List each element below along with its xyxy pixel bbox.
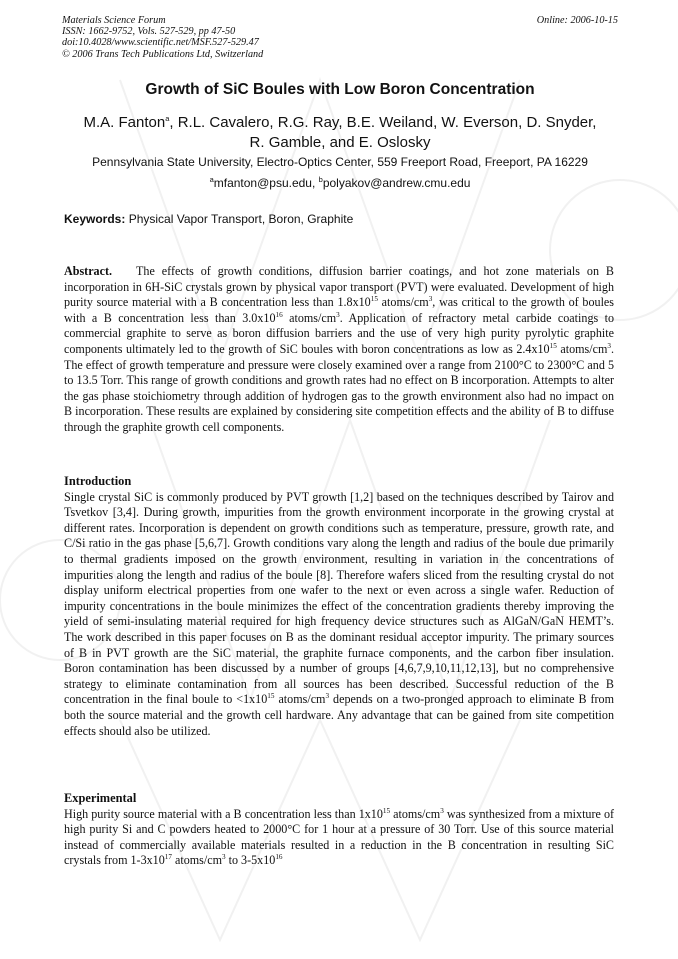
abstract-text: The effects of growth conditions, diffusion barrier coatings, and hot zone materials on B incorporation in 6H-SiC crystals grown by physical vapor transport (PVT) were evaluated. Development of high purity source material with a B concentration less than 1.8x10 xyxy=(64,264,614,310)
online-date: Online: 2006-10-15 xyxy=(536,15,618,26)
exponent: 3 xyxy=(222,853,226,862)
affiliation: Pennsylvania State University, Electro-Optics Center, 559 Freeport Road, Freeport, PA 16229 xyxy=(92,155,588,169)
author-list xyxy=(78,113,602,153)
email-a-mark: a xyxy=(209,175,214,184)
issn-line: ISSN: 1662-9752, Vols. 527-529, pp 47-50 xyxy=(62,26,236,38)
experimental-section xyxy=(64,791,614,869)
other-authors: , R.L. Cavalero, R.G. Ray, B.E. Weiland, W. Everson, D. Snyder, R. Gamble, and E. Oslosky xyxy=(169,114,597,151)
journal-header xyxy=(62,15,618,60)
exponent: 3 xyxy=(428,295,433,304)
keywords-label: Keywords: xyxy=(64,212,126,226)
journal-name: Materials Science Forum xyxy=(62,15,166,26)
exponent: 15 xyxy=(549,341,557,350)
body-text: atoms/cm xyxy=(390,806,441,821)
keywords xyxy=(64,212,620,226)
abstract xyxy=(64,264,614,436)
body-text: was synthesized from a mixture of high purity Si and C powders heated to 2000°C for 1 hour at a pressure of 30 Torr. Use of this source material instead of commercially available materials resulted in a reduction in the B concentration in resulting SiC crystals from 1-3x10 xyxy=(64,806,615,868)
email-a[interactable]: mfanton@psu.edu, xyxy=(213,176,319,190)
doi-line: doi:10.4028/www.scientific.net/MSF.527-529.47 xyxy=(62,37,259,49)
introduction-section xyxy=(64,474,614,739)
body-text: atoms/cm xyxy=(274,692,326,707)
exponent: 17 xyxy=(164,853,172,862)
paper-title: Growth of SiC Boules with Low Boron Concentration xyxy=(145,81,535,98)
first-author-affil-mark: a xyxy=(165,114,170,123)
abstract-text: . Application of refractory metal carbide coatings to commercial graphite to serve as boron diffusion barriers and the use of very high purity pyrolytic graphite components ultimately led to the growth of SiC boules with boron concentrations as low as 2.4x10 xyxy=(64,310,615,356)
body-text: depends on a two-pronged approach to eliminate B from both the source material and the growth cell hardware. Any advantage that can be gained from site competition effects should also be utilized. xyxy=(64,692,614,738)
keywords-text: Physical Vapor Transport, Boron, Graphite xyxy=(125,212,354,226)
email-b-mark: b xyxy=(318,175,323,184)
abstract-text: atoms/cm xyxy=(556,341,608,356)
abstract-text: atoms/cm xyxy=(377,295,429,310)
exponent: 3 xyxy=(607,341,611,350)
introduction-heading: Introduction xyxy=(64,474,132,488)
experimental-paragraph xyxy=(64,807,614,869)
exponent: 3 xyxy=(325,692,330,701)
body-text: Single crystal SiC is commonly produced by PVT growth [1,2] based on the techniques described by Tairov and Tsvetkov [3,4]. During growth, impurities from the growth environment incorporate in the growing crystal at different rates. Incorporation is dependent on growth conditions such as temperature, pressure, growth rate, and C/Si ratio in the gas phase [5,6,7]. Growth conditions vary along the length and radius of the boule due primarily to thermal gradients imposed on the growth environment, resulting in variation in the concentrations of impurities along the length and radius of the boule [8]. Therefore wafers sliced from the resulting crystal do not display uniform electrical properties from one wafer to the next or even across a single wafer. Reduction of impurity concentrations in the boule minimizes the effect of the concentration gradients thereby improving the yield of semi-insulating material required for high frequency device structures such as AlGaN/GaN HEMT’s. The work described in this paper focuses on B as the dominant residual acceptor impurity. The primary sources of B in PVT growth are the SiC material, the graphite furnace components, and the carbon fiber insulation. Boron contamination has been discussed by a number of groups [4,6,7,9,10,11,12,13], but no comprehensive strategy to eliminate contamination from all sources has been described. Successful reduction of the B concentration in the final boule to <1x10 xyxy=(64,489,614,707)
experimental-heading: Experimental xyxy=(64,791,137,805)
exponent: 15 xyxy=(382,806,391,815)
exponent: 16 xyxy=(275,853,283,862)
abstract-text: atoms/cm xyxy=(282,310,337,325)
abstract-label: Abstract. xyxy=(64,264,113,278)
exponent: 16 xyxy=(275,310,283,319)
first-author: M.A. Fanton xyxy=(83,114,166,131)
body-text: to 3-5x10 xyxy=(225,853,276,868)
exponent: 3 xyxy=(336,310,340,319)
author-emails xyxy=(62,176,618,190)
exponent: 15 xyxy=(370,295,378,304)
copyright-line: © 2006 Trans Tech Publications Ltd, Switzerland xyxy=(62,48,264,60)
body-text: atoms/cm xyxy=(171,853,222,868)
introduction-paragraph xyxy=(64,490,614,740)
body-text: High purity source material with a B concentration less than 1x10 xyxy=(64,806,383,821)
abstract-text: , was critical to the growth of boules with a B concentration less than 3.0x10 xyxy=(64,295,614,325)
exponent: 3 xyxy=(440,806,444,815)
exponent: 15 xyxy=(267,692,275,701)
abstract-text: . The effect of growth temperature and pressure were closely examined over a range from 2100°C to 2300°C and 5 to 13.5 Torr. This range of growth conditions and growth rates had no effect on B incorporation. Attempts to alter the gas phase stoichiometry through addition of hydrogen gas to the growth environment also had no impact on B incorporation. These results are explained by considering site competition effects and the ability of B to diffuse through the graphite growth cell components. xyxy=(64,341,614,434)
email-b[interactable]: polyakov@andrew.cmu.edu xyxy=(322,176,471,190)
